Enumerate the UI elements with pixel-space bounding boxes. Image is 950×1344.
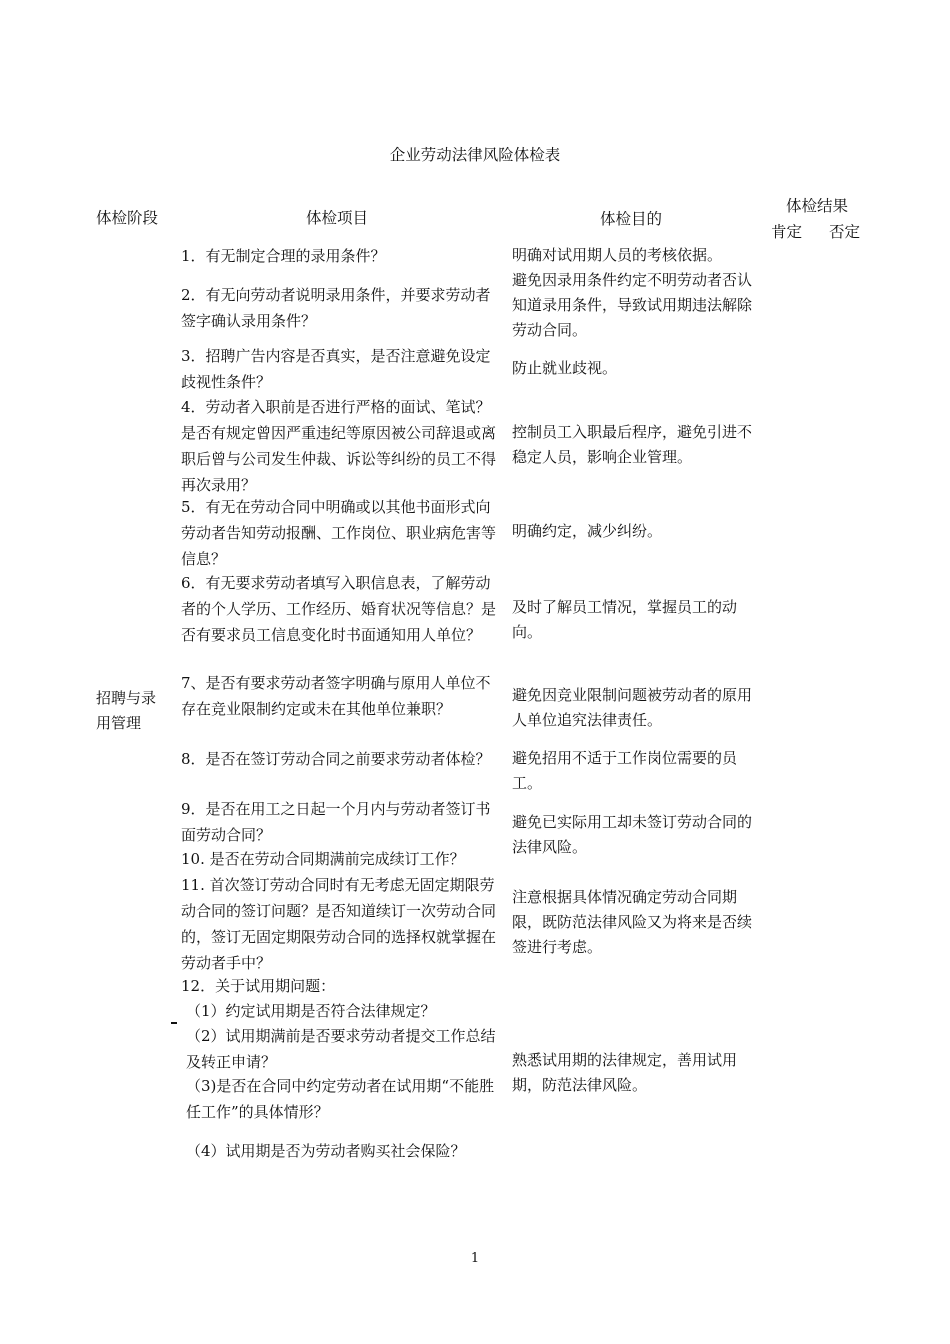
- check-item-4: 4．劳动者入职前是否进行严格的面试、笔试？是否有规定曾因严重违纪等原因被公司辞退或离职后曾与公司发生仲裁、诉讼等纠纷的员工不得再次录用？: [181, 398, 497, 494]
- check-item-10: 10. 是否在劳动合同期满前完成续订工作？: [181, 850, 465, 868]
- header-stage: 体检阶段: [96, 209, 159, 227]
- purpose-1: 明确对试用期人员的考核依据。: [512, 246, 723, 264]
- check-item-12-3: （3)是否在合同中约定劳动者在试用期“不能胜任工作”的具体情形？: [186, 1077, 495, 1121]
- purpose-11: 熟悉试用期的法律规定，善用试用期，防范法律风险。: [512, 1051, 738, 1094]
- stage-label: 招聘与录用管理: [96, 689, 157, 732]
- purpose-6: 及时了解员工情况，掌握员工的动向。: [512, 598, 738, 641]
- check-item-8: 8．是否在签订劳动合同之前要求劳动者体检？: [181, 750, 491, 768]
- purpose-2: 避免因录用条件约定不明劳动者否认知道录用条件，导致试用期违法解除劳动合同。: [512, 271, 753, 339]
- check-item-5: 5．有无在劳动合同中明确或以其他书面形式向劳动者告知劳动报酬、工作岗位、职业病危害等信息？: [181, 498, 497, 568]
- check-item-9: 9．是否在用工之日起一个月内与劳动者签订书面劳动合同？: [181, 800, 491, 844]
- check-item-3: 3．招聘广告内容是否真实，是否注意避免设定歧视性条件？: [181, 347, 491, 391]
- check-item-7: 7、是否有要求劳动者签字明确与原用人单位不存在竞业限制约定或未在其他单位兼职？: [181, 674, 491, 718]
- check-item-12-1: （1）约定试用期是否符合法律规定？: [186, 1002, 436, 1020]
- page-title: 企业劳动法律风险体检表: [389, 146, 561, 164]
- header-purpose: 体检目的: [600, 210, 663, 228]
- header-result: 体检结果: [786, 197, 849, 215]
- purpose-3: 防止就业歧视。: [512, 359, 618, 377]
- purpose-10: 注意根据具体情况确定劳动合同期限，既防范法律风险又为将来是否续签进行考虑。: [512, 888, 753, 956]
- check-item-12-2: （2）试用期满前是否要求劳动者提交工作总结及转正申请？: [186, 1027, 496, 1071]
- header-result-yes: 肯定: [771, 223, 803, 241]
- check-item-12: 12．关于试用期问题：: [181, 977, 336, 995]
- check-item-6: 6．有无要求劳动者填写入职信息表，了解劳动者的个人学历、工作经历、婚育状况等信息？是否有要求员工信息变化时书面通知用人单位？: [181, 574, 497, 644]
- check-item-12-4: （4）试用期是否为劳动者购买社会保险？: [186, 1142, 466, 1160]
- stray-mark: [171, 1022, 177, 1024]
- purpose-9: 避免已实际用工却未签订劳动合同的法律风险。: [512, 813, 753, 856]
- purpose-7: 避免因竞业限制问题被劳动者的原用人单位追究法律责任。: [512, 686, 753, 729]
- purpose-4: 控制员工入职最后程序，避免引进不稳定人员，影响企业管理。: [512, 423, 753, 466]
- page-number: 1: [470, 1251, 480, 1266]
- header-result-no: 否定: [829, 223, 861, 241]
- purpose-5: 明确约定，减少纠纷。: [512, 522, 663, 540]
- check-item-11: 11. 首次签订劳动合同时有无考虑无固定期限劳动合同的签订问题？是否知道续订一次劳动合同的，签订无固定期限劳动合同的选择权就掌握在劳动者手中？: [181, 876, 497, 972]
- check-item-1: 1．有无制定合理的录用条件？: [181, 247, 386, 265]
- header-item: 体检项目: [306, 209, 369, 227]
- purpose-8: 避免招用不适于工作岗位需要的员工。: [512, 749, 738, 792]
- check-item-2: 2．有无向劳动者说明录用条件，并要求劳动者签字确认录用条件？: [181, 286, 491, 330]
